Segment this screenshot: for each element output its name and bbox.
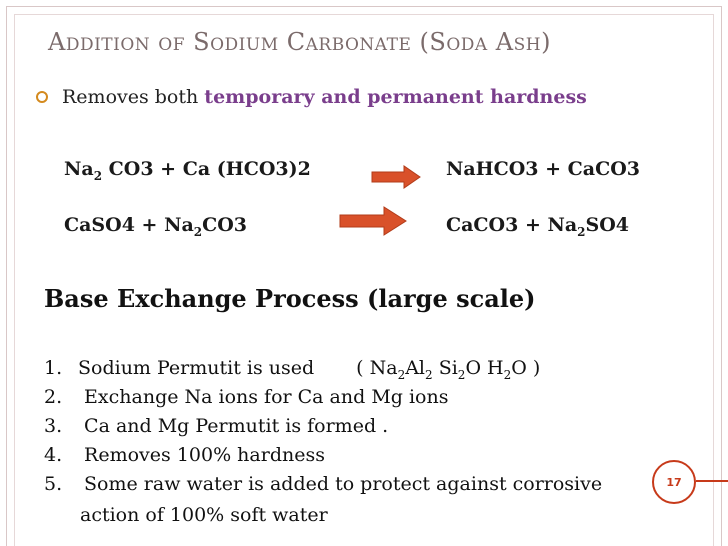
eq1-text-b: CO3 + Ca (HCO3)2 (102, 158, 311, 180)
list-item (44, 412, 602, 441)
eq2-sub: 2 (193, 224, 203, 239)
bullet-item (36, 86, 587, 108)
equation-1-right: NaHCO3 + CaCO3 (446, 158, 640, 180)
list-text: Ca and Mg Permutit is formed . (78, 415, 389, 437)
page-accent-line (696, 480, 728, 482)
list-item (44, 441, 602, 470)
equation-1-left (64, 158, 311, 183)
process-list (44, 354, 602, 499)
list-number: 2. (44, 386, 63, 408)
eq2r-text-a: CaCO3 + Na (446, 214, 578, 236)
list-continuation: action of 100% soft water (80, 504, 328, 526)
list-text: Sodium Permutit is used (78, 357, 315, 379)
list-text: Some raw water is added to protect against corrosive (78, 473, 603, 495)
equation-2-left (64, 214, 247, 239)
eq2-text-a: CaSO4 + Na (64, 214, 194, 236)
list-item (44, 354, 602, 383)
list-number: 5. (44, 473, 63, 495)
eq1-sub: 2 (93, 168, 103, 183)
reaction-arrow-1-icon (370, 164, 422, 190)
eq1-text-a: Na (64, 158, 94, 180)
list-text: Exchange Na ions for Ca and Mg ions (78, 386, 449, 408)
bullet-text: Removes both (62, 86, 205, 108)
bullet-highlight: temporary and permanent hardness (204, 86, 587, 108)
eq2-text-b: CO3 (202, 214, 248, 236)
eq2r-text-b: SO4 (585, 214, 630, 236)
list-number: 3. (44, 415, 63, 437)
page-number-badge: 17 (652, 460, 696, 504)
formula: ( $Na_2Al_2$ $Si_2O$ $H_2O$ ) (356, 357, 541, 382)
bullet-ring-icon (36, 91, 48, 103)
list-item (44, 383, 602, 412)
list-number: 4. (44, 444, 63, 466)
equation-2-right (446, 214, 629, 239)
section-title: Base Exchange Process (large scale) (44, 284, 536, 313)
list-item (44, 470, 602, 499)
list-number: 1. (44, 357, 63, 379)
reaction-arrow-2-icon (338, 204, 408, 238)
eq2r-sub: 2 (577, 224, 586, 239)
slide-title: Addition of Sodium Carbonate (Soda Ash) (48, 28, 551, 56)
list-text: Removes 100% hardness (78, 444, 325, 466)
